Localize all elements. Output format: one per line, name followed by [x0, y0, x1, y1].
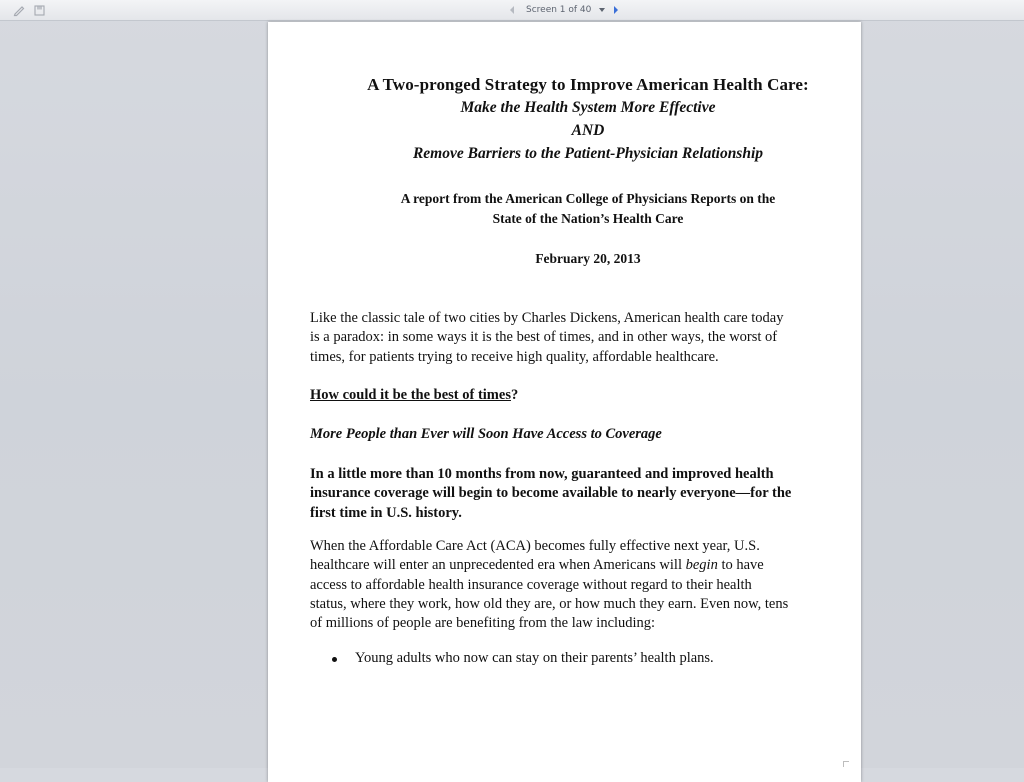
- save-icon[interactable]: [32, 3, 46, 17]
- intro-line: Like the classic tale of two cities by Charles Dickens, American health care today: [310, 310, 784, 326]
- aca-line: status, where they work, how old they are, or how much they earn. Even now, tens: [310, 595, 789, 612]
- section-heading: [310, 386, 830, 405]
- document-title: A Two-pronged Strategy to Improve American Health Care:: [367, 75, 809, 94]
- subsection-heading-text: More People than Ever will Soon Have Access to Coverage: [310, 426, 662, 442]
- highlight-line: first time in U.S. history.: [310, 504, 462, 521]
- intro-line: is a paradox: in some ways it is the best of times, and in other ways, the worst of: [310, 329, 778, 346]
- screen-counter: Screen 1 of 40: [526, 5, 592, 15]
- intro-paragraph: [310, 309, 830, 367]
- aca-line: access to affordable health insurance coverage without regard to their health: [310, 576, 752, 593]
- screen-navigator: [507, 3, 621, 17]
- highlight-paragraph: [310, 465, 830, 523]
- aca-line: healthcare will enter an unprecedented era when Americans will begin to have: [310, 557, 764, 574]
- report-line-1: A report from the American College of Physicians Reports on the: [400, 191, 776, 206]
- aca-line: of millions of people are benefiting from the law including:: [310, 615, 656, 632]
- next-screen-button[interactable]: [611, 3, 621, 17]
- document-page: [268, 22, 861, 782]
- section-heading-suffix: ?: [510, 387, 519, 403]
- aca-paragraph: [310, 537, 830, 633]
- section-heading-text: How could it be the best of times: [310, 387, 511, 403]
- highlight-line: In a little more than 10 months from now, guaranteed and improved health: [310, 466, 774, 482]
- highlight-line: insurance coverage will begin to become available to nearly everyone—for the: [310, 485, 792, 502]
- screen-select-dropdown[interactable]: [597, 3, 607, 17]
- report-line-2: State of the Nation’s Health Care: [492, 211, 684, 226]
- previous-screen-button[interactable]: [507, 3, 517, 17]
- top-toolbar: [0, 0, 1024, 21]
- intro-line: times, for patients trying to receive high quality, affordable healthcare.: [310, 348, 719, 365]
- aca-line: When the Affordable Care Act (ACA) becomes fully effective next year, U.S.: [310, 538, 760, 554]
- document-subtitle-1: Make the Health System More Effective: [460, 99, 716, 116]
- chevron-down-icon: [599, 8, 605, 13]
- bullet-item: Young adults who now can stay on their parents’ health plans.: [355, 650, 714, 666]
- document-date: February 20, 2013: [535, 251, 641, 266]
- emphasis-begin: begin: [685, 557, 718, 574]
- bullet-dot-icon: [332, 657, 337, 662]
- subsection-heading: [310, 425, 830, 444]
- document-subtitle-2: AND: [571, 122, 605, 139]
- chevron-left-icon: [508, 5, 516, 15]
- edit-icon[interactable]: [12, 3, 26, 17]
- page-corner-mark: [843, 761, 849, 767]
- document-subtitle-3: Remove Barriers to the Patient-Physician Relationship: [412, 145, 764, 162]
- chevron-right-icon: [612, 5, 620, 15]
